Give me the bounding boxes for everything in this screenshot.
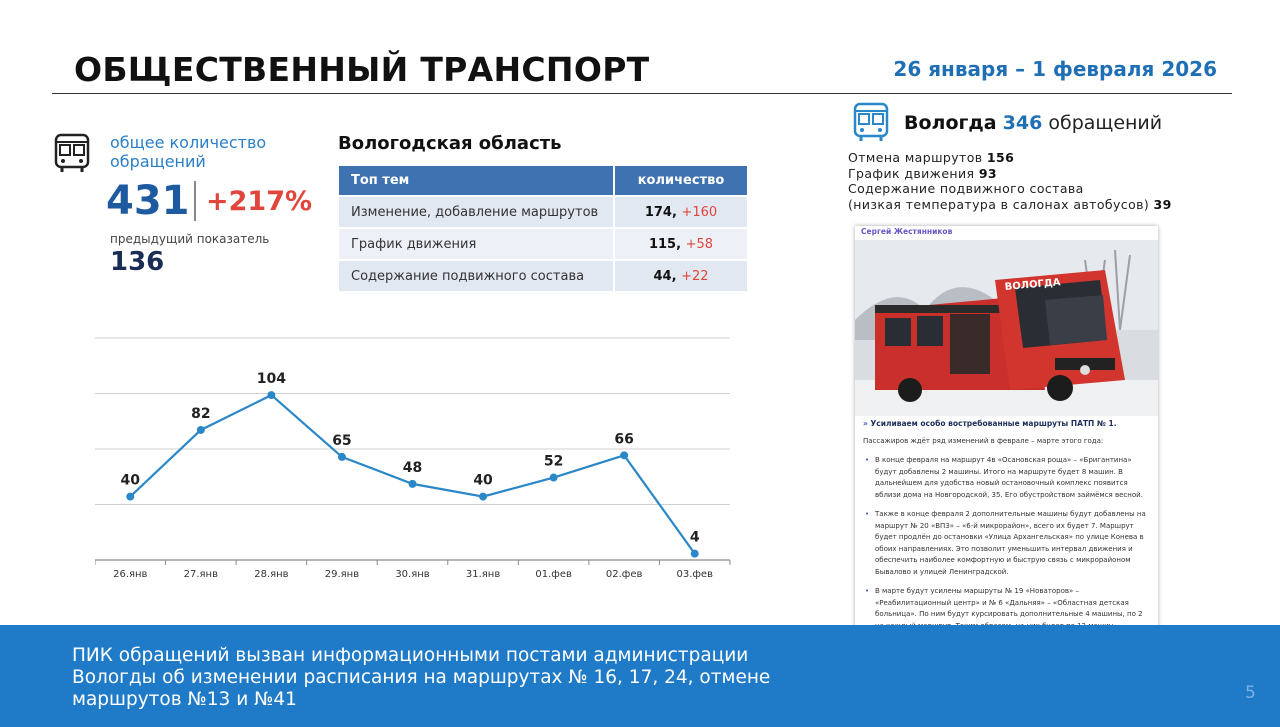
breakdown-line xyxy=(848,150,1172,166)
x-tick-label: 31.янв xyxy=(465,569,501,580)
kpi-prev-label: предыдущий показатель xyxy=(110,232,270,246)
data-point xyxy=(267,391,275,399)
kpi-value: 431 xyxy=(106,178,190,224)
page-number: 5 xyxy=(1245,683,1256,703)
bus-photo xyxy=(855,240,1158,416)
data-label: 40 xyxy=(473,472,493,489)
row-qty xyxy=(614,228,747,260)
news-author: Сергей Жестянников xyxy=(861,227,953,236)
kpi-prev-value: 136 xyxy=(110,247,165,277)
data-label: 48 xyxy=(402,459,423,476)
x-tick-label: 29.янв xyxy=(324,569,360,580)
table-row xyxy=(339,228,747,260)
x-tick-label: 28.янв xyxy=(254,569,289,580)
vologda-count-word: обращений xyxy=(1048,112,1163,134)
data-label: 66 xyxy=(614,431,634,448)
row-qty-change: +160 xyxy=(681,204,718,220)
breakdown-line xyxy=(848,166,1172,182)
news-headline-row xyxy=(863,418,1151,430)
kpi-label: общее количество обращений xyxy=(110,133,267,171)
x-tick-label: 03.фев xyxy=(676,569,713,580)
data-label: 104 xyxy=(256,371,287,388)
news-bullet: • В конце февраля на маршрут 4в «Осановская роща» – «Бригантина» будут добавлены 2 машины. Итого на маршруте будет 8 машин. В дальнейшем для удобства новый остановочный комплекс появится вблизи дома на Новгородской, 35. Его обустройством займёмся весной. xyxy=(863,455,1151,501)
data-point xyxy=(409,480,417,488)
page-title: ОБЩЕСТВЕННЫЙ ТРАНСПОРТ xyxy=(74,50,650,89)
vologda-title xyxy=(904,112,1162,134)
row-qty-value: 44, xyxy=(653,268,677,284)
row-qty xyxy=(614,260,747,291)
data-point xyxy=(479,493,487,501)
news-intro: Пассажиров ждёт ряд изменений в феврале – марте этого года: xyxy=(863,436,1104,445)
vologda-city: Вологда xyxy=(904,112,997,134)
header-divider xyxy=(52,93,1232,94)
date-range: 26 января – 1 февраля 2026 xyxy=(893,57,1217,81)
breakdown-value: 39 xyxy=(1153,196,1172,212)
row-topic: Содержание подвижного состава xyxy=(339,260,614,291)
bus-icon xyxy=(849,100,893,144)
breakdown-line xyxy=(848,181,1172,197)
col-topic: Топ тем xyxy=(339,166,614,196)
x-tick-label: 01.фев xyxy=(535,569,572,580)
kpi-change: +217% xyxy=(206,186,313,217)
table-row xyxy=(339,196,747,228)
footer-text: ПИК обращений вызван информационными постами администрации Вологды об изменении расписания на маршрутах № 16, 17, 24, отмене маршрутов №13 и №41 xyxy=(72,645,771,710)
x-tick-label: 30.янв xyxy=(395,569,430,580)
breakdown-text: Отмена маршрутов xyxy=(848,150,983,165)
breakdown-text: График движения xyxy=(848,165,975,181)
news-bullet: • Также в конце февраля 2 дополнительные машины будут добавлены на маршрут № 20 «ВПЗ» – «6-й микрорайон», всего их будет 7. Маршрут будет продлён до остановки «Улица Архангельская» по улице Конева в обоих направлениях. Это позволит уменьшить интервал движения и обеспечить наиболее комфортную и быструю связь с микрорайоном Бывалово и улицей Ленинградской. xyxy=(863,509,1151,578)
row-qty-change: +58 xyxy=(685,236,714,252)
breakdown-line xyxy=(848,197,1172,213)
news-headline: Усиливаем особо востребованные маршруты ПАТП № 1. xyxy=(870,419,1117,428)
breakdown-text: Содержание подвижного состава xyxy=(848,181,1084,196)
table-header xyxy=(339,166,747,196)
table-row xyxy=(339,260,747,291)
breakdown-text: (низкая температура в салонах автобусов) xyxy=(848,196,1150,212)
data-point xyxy=(197,426,205,434)
news-text xyxy=(863,418,1151,640)
breakdown-value: 156 xyxy=(986,150,1015,165)
vologda-count: 346 xyxy=(1002,112,1043,134)
region-title: Вологодская область xyxy=(338,133,562,154)
row-qty xyxy=(614,196,747,228)
x-tick-label: 02.фев xyxy=(605,569,643,580)
row-qty-value: 115, xyxy=(648,236,682,252)
breakdown-value: 93 xyxy=(978,165,998,181)
data-point xyxy=(691,550,699,558)
x-tick-label: 27.янв xyxy=(183,569,219,580)
col-qty: количество xyxy=(614,166,747,196)
data-label: 40 xyxy=(120,472,141,489)
bus-icon xyxy=(50,131,94,175)
vologda-breakdown xyxy=(848,150,1172,212)
topics-table xyxy=(339,166,747,291)
row-qty-change: +22 xyxy=(681,268,709,284)
line-chart xyxy=(95,330,735,580)
data-point xyxy=(338,453,346,461)
data-point xyxy=(550,474,558,482)
row-topic: График движения xyxy=(339,228,614,260)
data-label: 4 xyxy=(689,529,700,546)
row-qty-value: 174, xyxy=(644,204,677,220)
news-bullet: • В марте будут усилены маршруты № 19 «Новаторов» – «Реабилитационный центр» и № 6 «Дальняя» – «Областная детская больница». По ним будут курсировать дополнительные 4 машины, по 2 xyxy=(863,586,1151,632)
data-label: 82 xyxy=(191,405,211,422)
x-tick-label: 26.янв xyxy=(113,569,148,580)
data-point xyxy=(126,493,134,501)
data-label: 52 xyxy=(543,453,564,470)
bus-side-text: ВОЛОГДА xyxy=(1004,277,1062,293)
data-label: 65 xyxy=(332,432,352,449)
row-topic: Изменение, добавление маршрутов xyxy=(339,196,614,228)
kpi-separator xyxy=(194,181,196,221)
double-chevron-icon: » xyxy=(863,419,868,428)
data-point xyxy=(620,451,628,459)
